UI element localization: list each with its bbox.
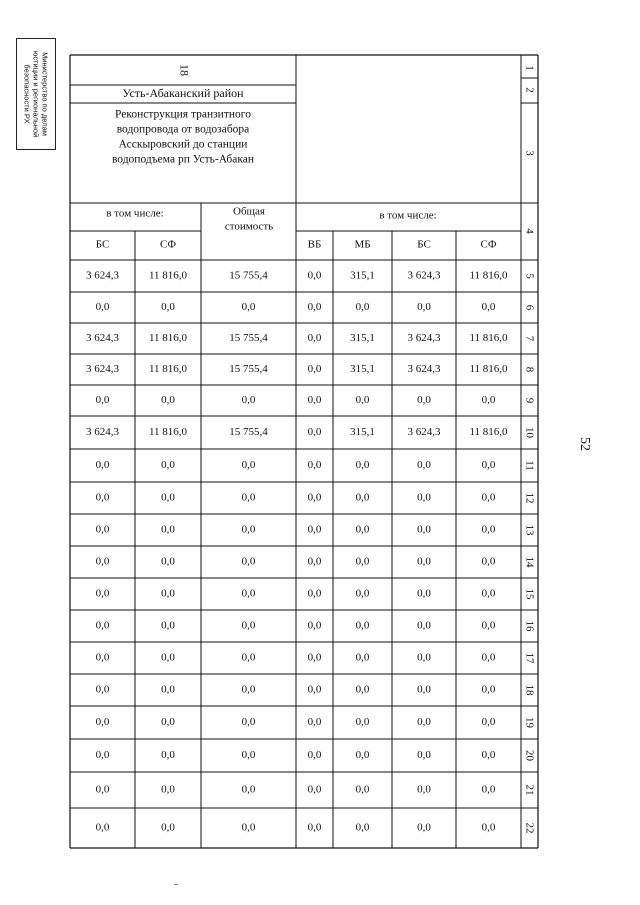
row-number: 22	[523, 822, 536, 834]
table-cell: 11 816,0	[469, 332, 508, 345]
table-cell: 0,0	[481, 394, 496, 407]
district-title: Усть-Абаканский район	[122, 85, 244, 100]
table-cell: 0,0	[481, 619, 496, 632]
table-cell: 11 816,0	[148, 269, 188, 282]
table-cell: 0,0	[481, 749, 496, 762]
table-cell: 11 816,0	[469, 363, 508, 376]
table-cell: 0,0	[161, 651, 175, 664]
table-cell: 3 624,3	[407, 426, 441, 439]
project-title-line: Реконструкция транзитного	[115, 108, 251, 121]
table-cell: 0,0	[417, 491, 431, 504]
table-cell: 0,0	[161, 619, 175, 632]
table-cell: 0,0	[307, 269, 322, 282]
table-cell: 0,0	[307, 749, 322, 762]
table-cell: 0,0	[95, 523, 110, 536]
table-cell: 0,0	[95, 783, 110, 796]
row-number: 13	[523, 524, 536, 536]
table-cell: 0,0	[161, 783, 175, 796]
row-number: 15	[523, 588, 536, 600]
column-header: БС	[417, 238, 431, 251]
stamp-line: Министерство по делам	[40, 52, 50, 136]
table-cell: 0,0	[481, 651, 496, 664]
row-number: 10	[523, 427, 536, 438]
table-cell: 0,0	[417, 619, 431, 632]
table-cell: 0,0	[161, 716, 175, 729]
table-cell: 0,0	[355, 459, 370, 472]
table-cell: 0,0	[481, 459, 496, 472]
table-cell: 15 755,4	[229, 332, 268, 345]
table-cell: 0,0	[241, 683, 256, 696]
table-cell: 0,0	[95, 651, 110, 664]
table-cell: 0,0	[355, 301, 370, 314]
table-cell: 0,0	[417, 783, 431, 796]
table-cell: 0,0	[481, 587, 496, 600]
total-cost-heading: Общая	[233, 205, 265, 218]
project-title-line: водоподъема рп Усть-Абакан	[111, 153, 255, 166]
table-cell: 0,0	[241, 301, 256, 314]
table-cell: 0,0	[417, 459, 431, 472]
table-cell: 0,0	[307, 716, 322, 729]
table-cell: 0,0	[95, 683, 110, 696]
table-cell: 0,0	[417, 683, 431, 696]
stamp-line: юстиции и региональной	[31, 50, 41, 138]
table-cell: 0,0	[307, 394, 322, 407]
table-cell: 315,1	[350, 426, 375, 439]
table-cell: 0,0	[95, 587, 110, 600]
table-cell: 0,0	[95, 821, 110, 834]
table-cell: 0,0	[307, 523, 322, 536]
table-cell: 0,0	[481, 523, 496, 536]
table-cell: 0,0	[355, 821, 370, 834]
table-cell: 0,0	[355, 619, 370, 632]
page-number: 52	[577, 437, 592, 451]
table-cell: 0,0	[481, 683, 496, 696]
column-header: СФ	[159, 238, 177, 251]
row-number: 21	[523, 784, 536, 796]
total-cost-heading: стоимость	[224, 220, 274, 233]
table-cell: 0,0	[417, 821, 431, 834]
table-cell: 15 755,4	[229, 363, 268, 376]
table-cell: 0,0	[95, 716, 110, 729]
table-cell: 0,0	[481, 491, 496, 504]
row-number: 9	[523, 397, 536, 404]
row-number: 6	[523, 304, 536, 311]
table-cell: 0,0	[307, 587, 322, 600]
table-cell: 0,0	[241, 619, 256, 632]
table-cell: 0,0	[307, 783, 322, 796]
table-cell: 11 816,0	[469, 269, 508, 282]
table-cell: 0,0	[241, 459, 256, 472]
row-number: 17	[523, 652, 536, 664]
table-cell: 0,0	[95, 394, 110, 407]
column-index-label: 18	[177, 64, 192, 76]
column-header: БС	[95, 238, 110, 251]
table-cell: 0,0	[161, 523, 175, 536]
column-header: ВБ	[307, 238, 322, 251]
stamp-line: безопасности РХ	[22, 64, 32, 124]
table-cell: 0,0	[481, 783, 496, 796]
table-cell: 0,0	[241, 821, 256, 834]
table-cell: 315,1	[350, 269, 375, 282]
table-cell: 0,0	[241, 783, 256, 796]
table-cell: 0,0	[95, 619, 110, 632]
table-cell: 0,0	[355, 394, 370, 407]
table-cell: 0,0	[417, 394, 431, 407]
table-cell: 0,0	[307, 821, 322, 834]
table-cell: 0,0	[481, 716, 496, 729]
table-cell: 0,0	[161, 821, 175, 834]
table-cell: 0,0	[95, 491, 110, 504]
table-cell: 3 624,3	[86, 269, 119, 282]
project-title-line: Асскыровский до станции	[118, 138, 248, 151]
row-number: 11	[523, 460, 536, 471]
table-cell: 0,0	[161, 459, 175, 472]
table-cell: 0,0	[481, 301, 496, 314]
table-cell: 3 624,3	[407, 269, 441, 282]
table-cell: 0,0	[355, 523, 370, 536]
table-cell: 0,0	[355, 491, 370, 504]
table-cell: 0,0	[161, 491, 175, 504]
row-number: 1	[523, 65, 536, 71]
table-cell: 0,0	[355, 651, 370, 664]
table-cell: 0,0	[241, 491, 256, 504]
table-cell: 0,0	[481, 821, 496, 834]
table-cell: 0,0	[307, 555, 322, 568]
table-cell: 315,1	[350, 363, 375, 376]
table-cell: 0,0	[241, 716, 256, 729]
table-cell: 0,0	[161, 587, 175, 600]
row-number: 7	[523, 335, 536, 342]
table-cell: 3 624,3	[86, 363, 119, 376]
table-cell: 315,1	[350, 332, 375, 345]
row-number: 19	[523, 717, 536, 728]
row-number: 8	[523, 366, 536, 373]
table-cell: 0,0	[355, 783, 370, 796]
table-cell: 3 624,3	[86, 426, 119, 439]
scan-dot	[174, 884, 178, 885]
table-cell: 0,0	[241, 394, 256, 407]
table-cell: 0,0	[355, 683, 370, 696]
row-number: 5	[523, 273, 536, 279]
table-cell: 0,0	[95, 459, 110, 472]
table-cell: 11 816,0	[469, 426, 508, 439]
table-cell: 15 755,4	[229, 269, 268, 282]
table-cell: 0,0	[355, 587, 370, 600]
table-cell: 0,0	[161, 394, 175, 407]
row-number: 14	[523, 556, 536, 568]
row-number: 2	[523, 87, 536, 93]
table-cell: 0,0	[355, 716, 370, 729]
table-cell: 0,0	[241, 555, 256, 568]
table-cell: 0,0	[307, 491, 322, 504]
column-header: МБ	[354, 238, 371, 251]
table-cell: 0,0	[355, 555, 370, 568]
table-cell: 0,0	[307, 619, 322, 632]
table-cell: 0,0	[307, 651, 322, 664]
table-cell: 0,0	[481, 555, 496, 568]
project-title-line: водопровода от водозабора	[116, 123, 250, 136]
table-cell: 11 816,0	[148, 363, 188, 376]
row-number: 12	[523, 492, 536, 504]
table-cell: 3 624,3	[86, 332, 119, 345]
row-number: 4	[523, 228, 536, 234]
table-cell: 0,0	[307, 426, 322, 439]
table-cell: 0,0	[161, 749, 175, 762]
table-cell: 0,0	[355, 749, 370, 762]
table-cell: 0,0	[307, 459, 322, 472]
table-cell: 3 624,3	[407, 363, 441, 376]
table-cell: 0,0	[417, 651, 431, 664]
table-cell: 0,0	[307, 363, 322, 376]
table-cell: 0,0	[417, 587, 431, 600]
table-cell: 0,0	[307, 332, 322, 345]
table-cell: 3 624,3	[407, 332, 441, 345]
table-cell: 0,0	[241, 749, 256, 762]
table-cell: 15 755,4	[229, 426, 268, 439]
table-cell: 0,0	[95, 555, 110, 568]
column-header: СФ	[480, 238, 497, 251]
table-cell: 0,0	[95, 301, 110, 314]
row-number: 18	[523, 684, 536, 696]
table-cell: 11 816,0	[148, 332, 188, 345]
table-cell: 11 816,0	[148, 426, 188, 439]
table-cell: 0,0	[241, 651, 256, 664]
table-cell: 0,0	[417, 555, 431, 568]
table-cell: 0,0	[241, 523, 256, 536]
table-cell: 0,0	[307, 301, 322, 314]
row-number: 20	[523, 750, 536, 761]
included-left-heading: в том числе:	[106, 207, 164, 220]
table-cell: 0,0	[307, 683, 322, 696]
row-number: 16	[523, 620, 536, 632]
table-cell: 0,0	[161, 555, 175, 568]
table-cell: 0,0	[161, 683, 175, 696]
table-cell: 0,0	[161, 301, 175, 314]
table-cell: 0,0	[417, 301, 431, 314]
table-cell: 0,0	[417, 716, 431, 729]
row-number: 3	[523, 150, 536, 156]
table-cell: 0,0	[417, 749, 431, 762]
included-right-heading: в том числе:	[379, 209, 437, 222]
table-cell: 0,0	[417, 523, 431, 536]
table-cell: 0,0	[241, 587, 256, 600]
table-cell: 0,0	[95, 749, 110, 762]
